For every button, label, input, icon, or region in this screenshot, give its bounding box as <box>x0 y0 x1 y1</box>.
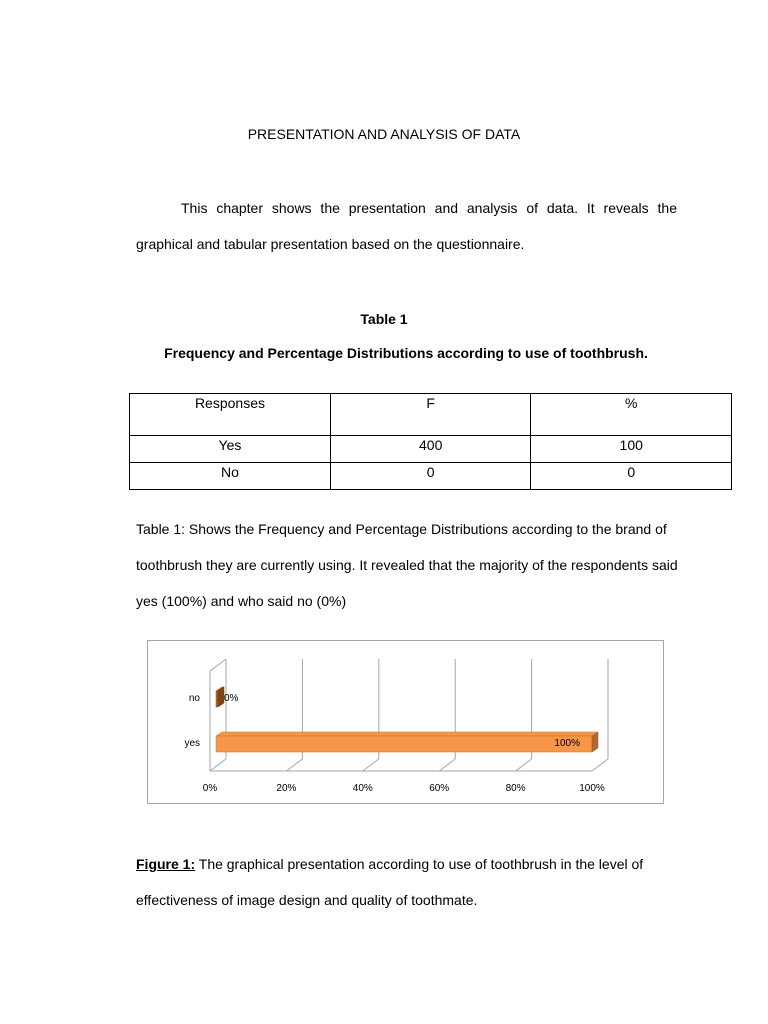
cell-frequency: 0 <box>330 463 531 490</box>
table-title: Table 1 <box>360 311 408 327</box>
floor-gridline <box>363 759 379 771</box>
x-tick-label: 20% <box>276 783 297 794</box>
data-label-no: 0% <box>224 693 239 704</box>
table-header-row <box>130 394 732 436</box>
bar-chart-svg <box>148 641 665 805</box>
table-row <box>130 463 732 490</box>
floor-gridline <box>592 759 608 771</box>
frequency-table <box>129 393 732 490</box>
category-label: no <box>188 693 200 704</box>
category-label: yes <box>184 738 200 749</box>
figure-1-chart <box>147 640 664 804</box>
figure-caption <box>136 846 696 918</box>
figure-caption-text: The graphical presentation according to use of toothbrush in the level of effectiveness of image design and quality of toothmate. <box>136 856 644 908</box>
intro-paragraph: This chapter shows the presentation and analysis of data. It reveals the graphical and tabular presentation based on the questionnaire. <box>136 200 677 252</box>
cell-percent: 0 <box>531 463 732 490</box>
x-tick-label: 0% <box>202 783 218 794</box>
x-tick-label: 40% <box>352 783 373 794</box>
x-tick-label: 60% <box>429 783 450 794</box>
page-title: PRESENTATION AND ANALYSIS OF DATA <box>247 126 521 142</box>
header-frequency: F <box>330 394 531 436</box>
floor-gridline <box>286 759 302 771</box>
floor-gridline <box>516 759 532 771</box>
discussion-paragraph: Table 1: Shows the Frequency and Percentage Distributions according to the brand of toothbrush they are currently using. It revealed that the majority of the respondents said yes (100%) and who said no (0%) <box>136 521 678 609</box>
x-tick-label: 80% <box>505 783 526 794</box>
cell-frequency: 400 <box>330 436 531 463</box>
data-label-yes: 100% <box>554 738 580 749</box>
bar-yes <box>216 736 592 752</box>
cell-response: No <box>130 463 331 490</box>
x-tick-label: 100% <box>579 783 605 794</box>
floor-gridline <box>439 759 455 771</box>
bar-top-yes <box>216 732 598 736</box>
header-responses: Responses <box>130 394 331 436</box>
cell-percent: 100 <box>531 436 732 463</box>
header-percent: % <box>531 394 732 436</box>
table-caption: Frequency and Percentage Distributions according to use of toothbrush. <box>164 345 648 361</box>
bar-no <box>216 691 218 707</box>
floor-gridline <box>210 759 226 771</box>
table-row <box>130 436 732 463</box>
side-wall-top <box>210 659 226 671</box>
figure-label: Figure 1: <box>136 856 196 872</box>
cell-response: Yes <box>130 436 331 463</box>
